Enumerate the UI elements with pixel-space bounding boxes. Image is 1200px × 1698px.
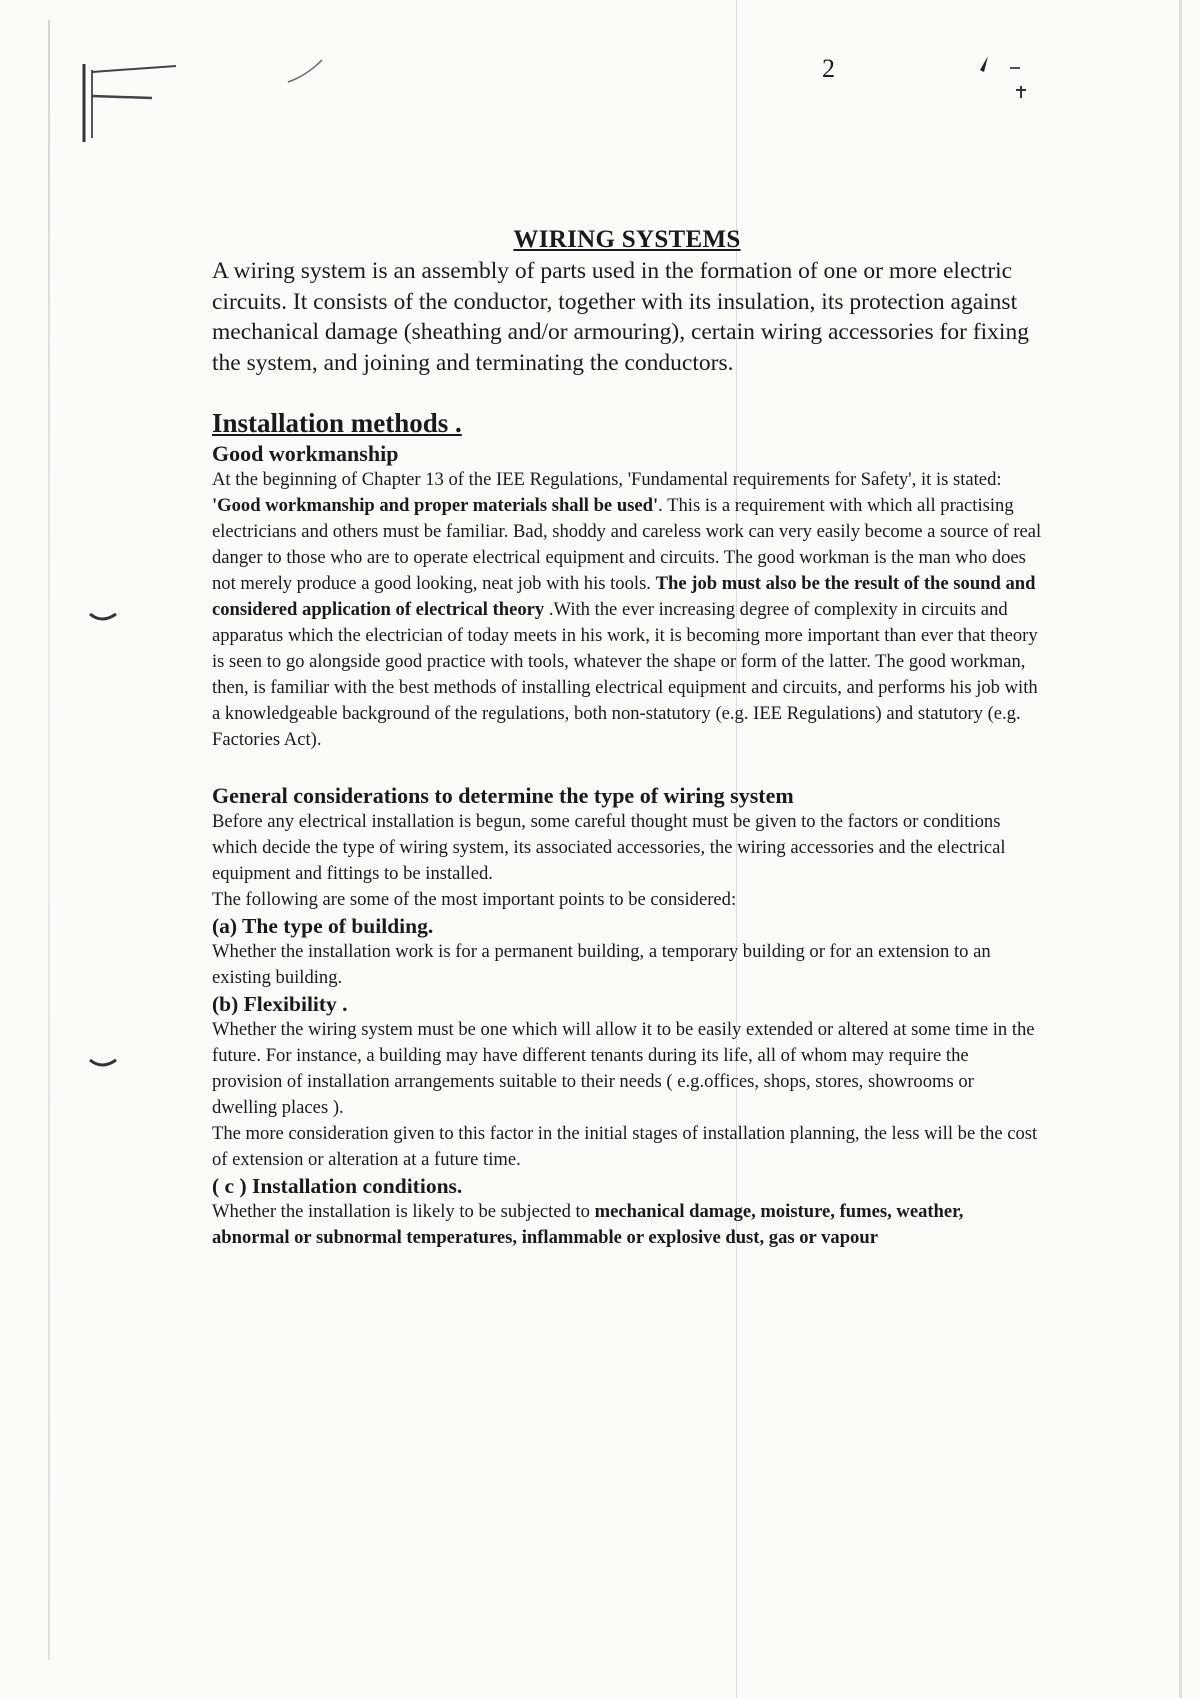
flexibility-heading: (b) Flexibility . [212, 992, 348, 1016]
smudge-mark-icon [88, 1056, 118, 1072]
smudge-mark-icon [88, 610, 118, 626]
document-body [212, 226, 1042, 1251]
installation-conditions-paragraph [212, 1199, 1042, 1251]
text-run: Whether the wiring system must be one which will allow it to be easily extended or altered at some time in the future. For instance, a building may have different tenants during its life, all of whom may require the provision of installation arrangements suitable to their needs ( e.g.offices, shops, stores, showrooms or dwelling places ). [212, 1019, 1035, 1118]
scan-edge-left [48, 20, 50, 1660]
page-title: WIRING SYSTEMS [513, 226, 741, 253]
page-number: 2 [822, 54, 835, 83]
text-run: .With the ever increasing degree of complexity in circuits and apparatus which the electrician of today meets in his work, it is becoming more important than ever that theory is seen to go alongside good practice with tools, whatever the shape or form of the latter. The good workman, then, is familiar with the best methods of installing electrical equipment and circuits, and performs his job with a knowledgeable background of the regulations, both non-statutory (e.g. IEE Regulations) and statutory (e.g. Factories Act). [212, 599, 1038, 750]
good-workmanship-paragraph [212, 467, 1042, 753]
emphasis-quote: 'Good workmanship and proper materials shall be used' [212, 495, 659, 516]
intro-paragraph: A wiring system is an assembly of parts used in the formation of one or more electric circuits. It consists of the conductor, together with its insulation, its protection against mechanical damage (sheathing and/or armouring), certain wiring accessories for fixing the system, and joining and terminating the conductors. [212, 258, 1029, 376]
conditions-list: mechanical damage, moisture, fumes, weather, abnormal or subnormal temperatures, inflammable or explosive dust, gas or vapour [212, 1201, 964, 1248]
text-run: The more consideration given to this factor in the initial stages of installation planning, the less will be the cost of extension or alteration at a future time. [212, 1123, 1038, 1170]
type-of-building-heading: (a) The type of building. [212, 914, 434, 938]
text-run: . This is a requirement with which all practising electricians and others must be familiar. Bad, shoddy and careless work can very easily become a source of real danger to those who are to operate electrical equipment and circuits. The good workman is the man who does not merely produce a good looking, neat job with his tools. [212, 495, 1042, 594]
installation-methods-heading: Installation methods . [212, 408, 462, 438]
general-considerations-heading: General considerations to determine the type of wiring system [212, 783, 794, 808]
general-considerations-paragraph: Before any electrical installation is begun, some careful thought must be given to the factors or conditions which decide the type of wiring system, its associated accessories, the wiring accessories and the electrical equipment and fittings to be installed. [212, 811, 1006, 884]
good-workmanship-heading: Good workmanship [212, 441, 399, 466]
scribble-mark-icon [970, 50, 1050, 110]
type-of-building-paragraph: Whether the installation work is for a permanent building, a temporary building or for an extension to an existing building. [212, 941, 991, 988]
text-run: At the beginning of Chapter 13 of the IEE Regulations, 'Fundamental requirements for Safety', it is stated: [212, 469, 1002, 490]
emphasis-statement: The job must also be the result of the sound and considered application of electrical theory [212, 573, 1036, 620]
pen-stroke-icon [286, 56, 326, 86]
scan-edge-right [1179, 0, 1182, 1698]
flexibility-paragraph [212, 1017, 1042, 1173]
points-intro: The following are some of the most important points to be considered: [212, 889, 737, 910]
text-run: Whether the installation is likely to be subjected to [212, 1201, 595, 1222]
hole-punch-mark-icon [78, 60, 178, 150]
installation-conditions-heading: ( c ) Installation conditions. [212, 1174, 463, 1198]
